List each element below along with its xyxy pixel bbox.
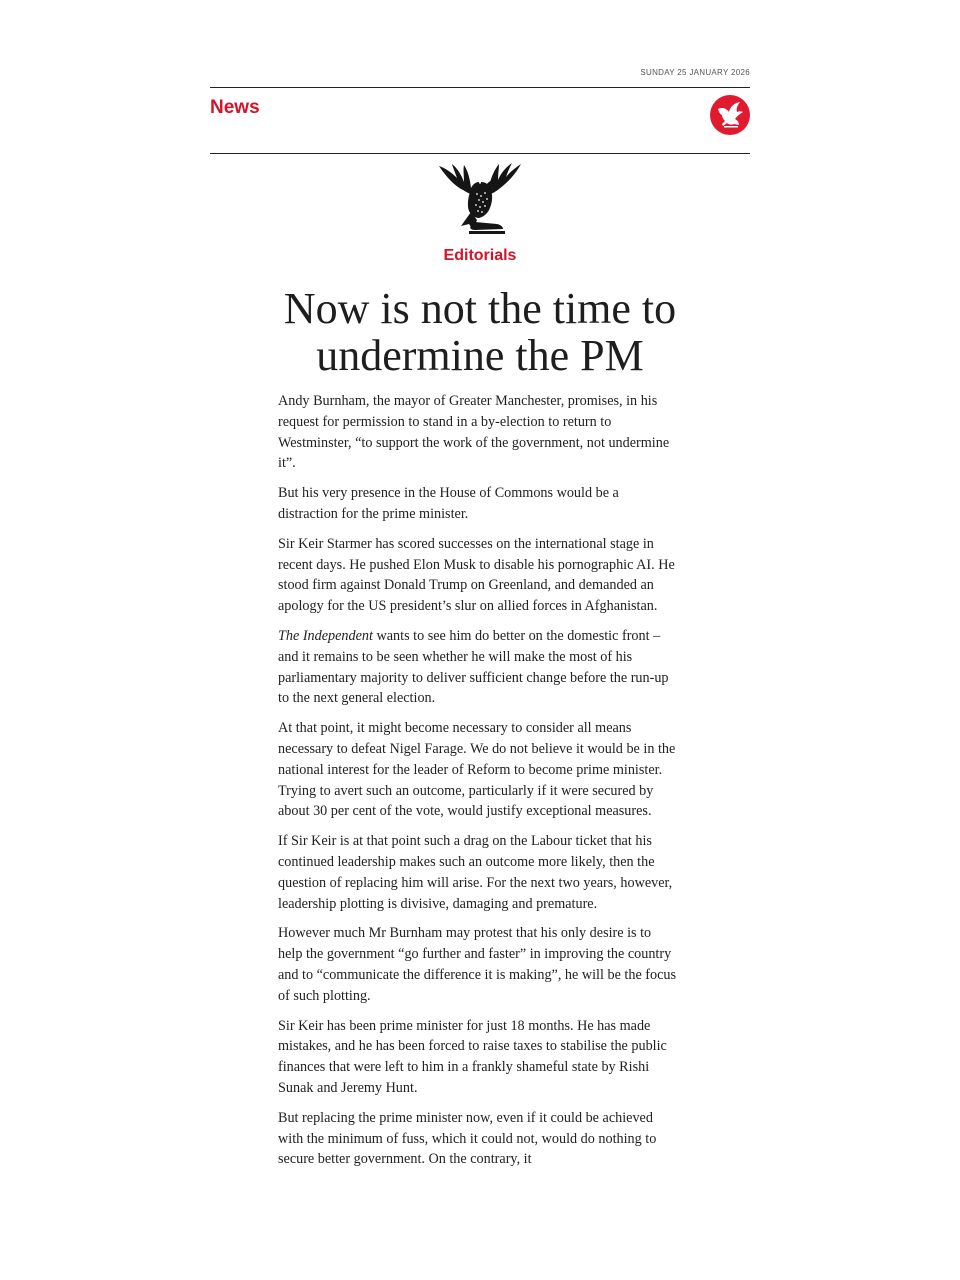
article-category[interactable]: Editorials <box>443 247 517 264</box>
publication-date: SUNDAY 25 JANUARY 2026 <box>640 68 750 77</box>
article-paragraph: However much Mr Burnham may protest that his only desire is to help the government “go further and faster” in improving the country and to “communicate the difference it is making”, he will be the focus of such plotting. <box>278 925 677 1004</box>
article-body <box>278 391 678 1179</box>
article-paragraph: But replacing the prime minister now, even if it could be achieved with the minimum of fuss, which it could not, would do nothing to secure better government. On the contrary, it <box>278 1109 657 1168</box>
article-paragraph: At that point, it might become necessary to consider all means necessary to defeat Nigel Farage. We do not believe it would be in the national interest for the leader of Reform to become prime minister. Trying to avert such an outcome, particularly if it were secured by about 30 per cent of the vote, would justify exceptional measures. <box>278 720 676 820</box>
section-label[interactable]: News <box>210 97 260 118</box>
independent-eagle-logo-icon[interactable] <box>710 95 750 135</box>
publication-name: The Independent <box>278 627 373 644</box>
header-top-rule <box>210 87 750 88</box>
article-paragraph <box>278 626 678 709</box>
article-paragraph: If Sir Keir is at that point such a drag on the Labour ticket that his continued leadership makes such an outcome more likely, then the question of replacing him will arise. For the next two years, however, leadership plotting is divisive, damaging and premature. <box>278 833 673 912</box>
eagle-icon <box>435 162 525 242</box>
article-paragraph-text: wants to see him do better on the domestic front – and it remains to be seen whether he will make the most of his parliamentary majority to deliver sufficient change before the run-up to the next general election. <box>278 627 669 707</box>
header-bottom-rule <box>210 153 750 154</box>
article-paragraph: Sir Keir has been prime minister for just 18 months. He has made mistakes, and he has been forced to raise taxes to stabilise the public finances that were left to him in a frankly shameful state by Rishi Sunak and Jeremy Hunt. <box>278 1017 667 1096</box>
article-paragraph: Andy Burnham, the mayor of Greater Manchester, promises, in his request for permission to stand in a by-election to return to Westminster, “to support the work of the government, not undermine it”. <box>278 393 670 472</box>
article-paragraph: But his very presence in the House of Commons would be a distraction for the prime minister. <box>278 485 619 522</box>
article-paragraph: Sir Keir Starmer has scored successes on the international stage in recent days. He pushed Elon Musk to disable his pornographic AI. He stood firm against Donald Trump on Greenland, and demanded an apology for the US president’s slur on allied forces in Afghanistan. <box>278 535 675 615</box>
article-headline: Now is not the time to undermine the PM <box>283 284 677 380</box>
